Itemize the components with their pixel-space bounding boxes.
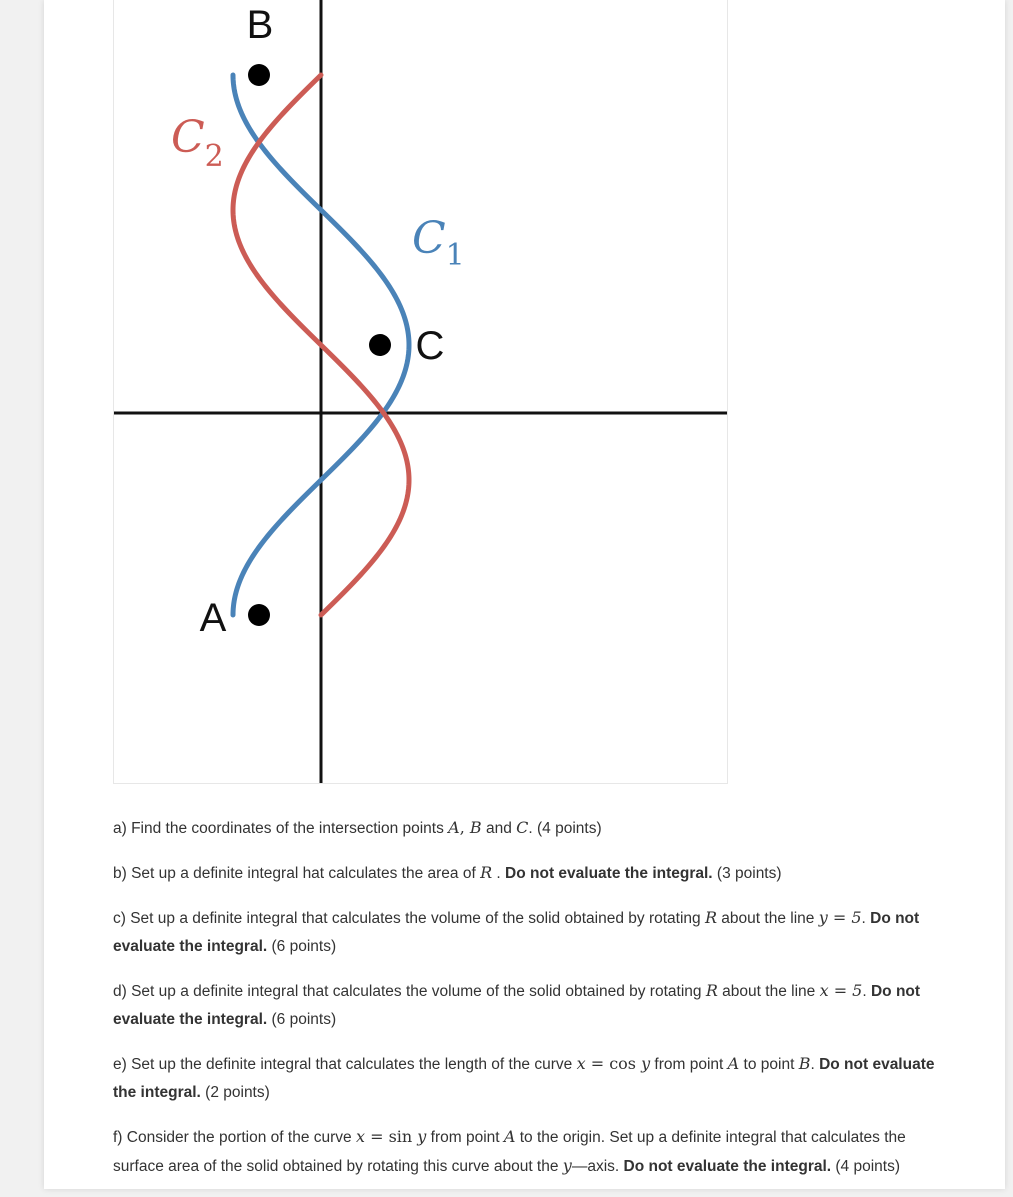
question-a-text: a) Find the coordinates of the intersection points (113, 820, 449, 837)
question-b (113, 859, 943, 888)
math-a: A (727, 1054, 740, 1073)
math-r: R (704, 908, 717, 927)
question-b-text2: . (492, 865, 506, 882)
question-f (113, 1123, 943, 1181)
question-f-text4: —axis. (571, 1158, 624, 1175)
question-f-text: f) Consider the portion of the curve (113, 1129, 356, 1146)
question-d-text3: . (862, 983, 871, 1000)
question-f-text2: from point (426, 1129, 504, 1146)
question-d (113, 977, 943, 1034)
point-c-marker (369, 334, 391, 356)
question-f-points: (4 points) (831, 1158, 900, 1175)
question-e-text2: from point (650, 1056, 728, 1073)
question-a-points: . (4 points) (528, 820, 602, 837)
point-a-label: A (199, 596, 227, 640)
curves-plot (114, 0, 727, 783)
question-a-and: and (481, 820, 517, 837)
question-d-warning: Do not evaluate the integral. (113, 983, 921, 1028)
question-f-text3: to the origin. Set up a definite integral that calculates the surface area of the solid obtained by rotating this curve about the (113, 1129, 906, 1175)
point-c-label: C (415, 324, 445, 368)
point-a-marker (248, 604, 270, 626)
curve-c1-letter: C (412, 213, 446, 264)
question-c-text3: . (861, 910, 871, 927)
question-c-text2: about the line (717, 910, 819, 927)
question-e-points: (2 points) (200, 1084, 270, 1101)
math-a: A (448, 818, 460, 837)
math-r: R (480, 863, 493, 882)
question-b-points: (3 points) (712, 865, 782, 882)
curves-figure (113, 0, 728, 784)
question-c (113, 904, 943, 961)
math-c: C (516, 818, 529, 837)
math-a: A (503, 1127, 516, 1146)
question-e-text4: . (810, 1056, 820, 1073)
curve-c1-subscript: 1 (445, 238, 465, 273)
question-d-points: (6 points) (267, 1011, 337, 1028)
question-e (113, 1050, 943, 1107)
question-a (113, 814, 943, 843)
question-e-warning: Do not evaluate the integral. (113, 1056, 935, 1101)
math-sin: = sin (365, 1127, 418, 1146)
math-y: y (417, 1127, 427, 1146)
question-c-warning: Do not evaluate the integral. (113, 910, 920, 955)
point-b-marker (248, 64, 270, 86)
question-e-text3: to point (739, 1056, 799, 1073)
questions-list (113, 814, 943, 1197)
curve-c2-label (171, 112, 224, 174)
math-comma: , (459, 818, 470, 837)
math-y-axis: y (562, 1156, 572, 1175)
math-x: x (576, 1054, 586, 1073)
curve-c2-subscript: 2 (204, 139, 224, 174)
question-e-text: e) Set up the definite integral that calculates the length of the curve (113, 1056, 577, 1073)
math-y: y (641, 1054, 651, 1073)
math-b: B (469, 818, 482, 837)
math-line-equation: y = 5 (818, 908, 862, 927)
curve-c2-letter: C (171, 112, 205, 163)
point-b-label: B (246, 3, 274, 47)
question-b-warning: Do not evaluate the integral. (505, 865, 713, 882)
math-line-equation: x = 5 (819, 981, 863, 1000)
question-f-warning: Do not evaluate the integral. (623, 1158, 832, 1175)
question-c-text: c) Set up a definite integral that calculates the volume of the solid obtained by rotating (113, 910, 705, 927)
curve-c1-label (412, 213, 465, 273)
question-c-points: (6 points) (267, 938, 337, 955)
math-cos: = cos (585, 1054, 642, 1073)
math-x: x (355, 1127, 365, 1146)
math-b: B (798, 1054, 811, 1073)
question-d-text: d) Set up a definite integral that calculates the volume of the solid obtained by rotating (113, 983, 706, 1000)
question-b-text: b) Set up a definite integral hat calculates the area of (113, 865, 481, 882)
math-r: R (705, 981, 718, 1000)
question-d-text2: about the line (717, 983, 820, 1000)
